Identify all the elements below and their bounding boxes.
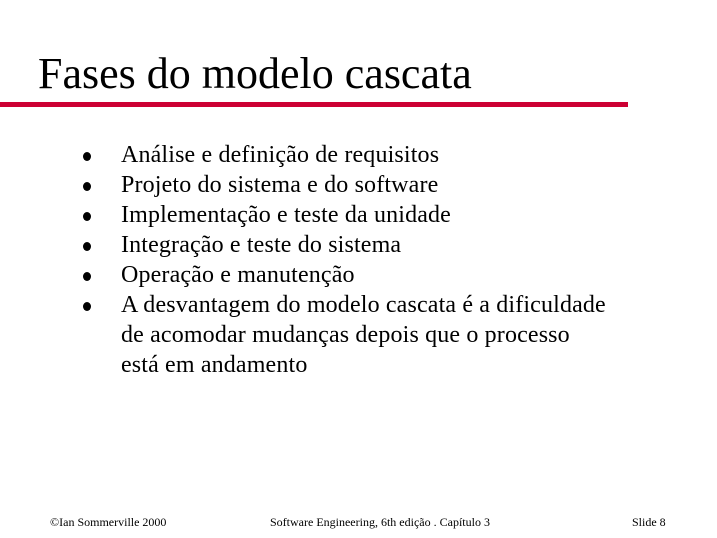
bullet-dot-icon [83,152,91,161]
slide-title: Fases do modelo cascata [38,49,472,98]
bullet-text: Projeto do sistema e do software [121,172,439,198]
bullet-text: A desvantagem do modelo cascata é a dificuldade de acomodar mudanças depois que o processo está em andamento [121,292,606,378]
bullet-item [0,140,717,170]
bullet-item [0,170,717,200]
bullet-dot-icon [83,182,91,191]
bullet-item [0,200,717,230]
bullet-dot-icon [83,242,91,251]
bullet-text: Operação e manutenção [121,262,355,288]
bullet-text: Implementação e teste da unidade [121,202,451,228]
title-underline [0,102,628,107]
bullet-dot-icon [83,212,91,221]
bullet-item [0,230,717,260]
bullet-item [0,290,717,380]
bullet-text: Análise e definição de requisitos [121,142,440,168]
footer-copyright: ©Ian Sommerville 2000 [50,515,167,529]
bullet-item [0,260,717,290]
bullet-dot-icon [83,302,91,311]
footer-book-title: Software Engineering, 6th edição . Capítulo 3 [270,515,490,529]
footer-slide-number: Slide 8 [632,515,666,529]
bullet-text: Integração e teste do sistema [121,232,402,258]
bullet-list [0,140,717,380]
bullet-dot-icon [83,272,91,281]
